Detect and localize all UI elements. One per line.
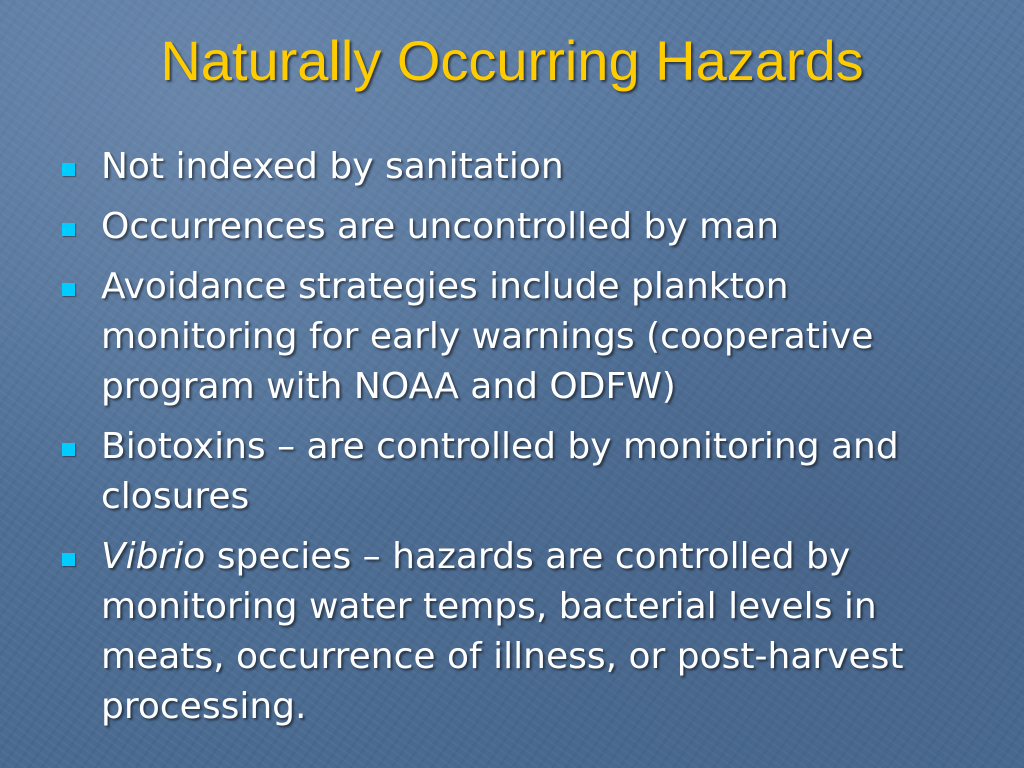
square-bullet-icon — [62, 223, 75, 236]
slide-title: Naturally Occurring Hazards — [160, 29, 864, 92]
square-bullet-icon — [62, 553, 75, 566]
bullet-text: Biotoxins – are controlled by monitoring and closures — [101, 426, 899, 517]
bullet-text: Not indexed by sanitation — [101, 146, 564, 187]
square-bullet-icon — [62, 163, 75, 176]
square-bullet-icon — [62, 283, 75, 296]
bullet-list — [62, 142, 962, 742]
bullet-text: species – hazards are controlled by monitoring water temps, bacterial levels in meats, occurrence of illness, or post-harvest processing. — [101, 536, 904, 727]
bullet-text: Avoidance strategies include plankton monitoring for early warnings (cooperative program with NOAA and ODFW) — [101, 266, 874, 407]
bullet-item — [62, 532, 962, 732]
bullet-text: Occurrences are uncontrolled by man — [101, 206, 780, 247]
bullet-item — [62, 422, 962, 522]
bullet-item — [62, 142, 962, 192]
bullet-italic-term: Vibrio — [101, 536, 206, 577]
bullet-item — [62, 262, 962, 412]
square-bullet-icon — [62, 443, 75, 456]
bullet-item — [62, 202, 962, 252]
